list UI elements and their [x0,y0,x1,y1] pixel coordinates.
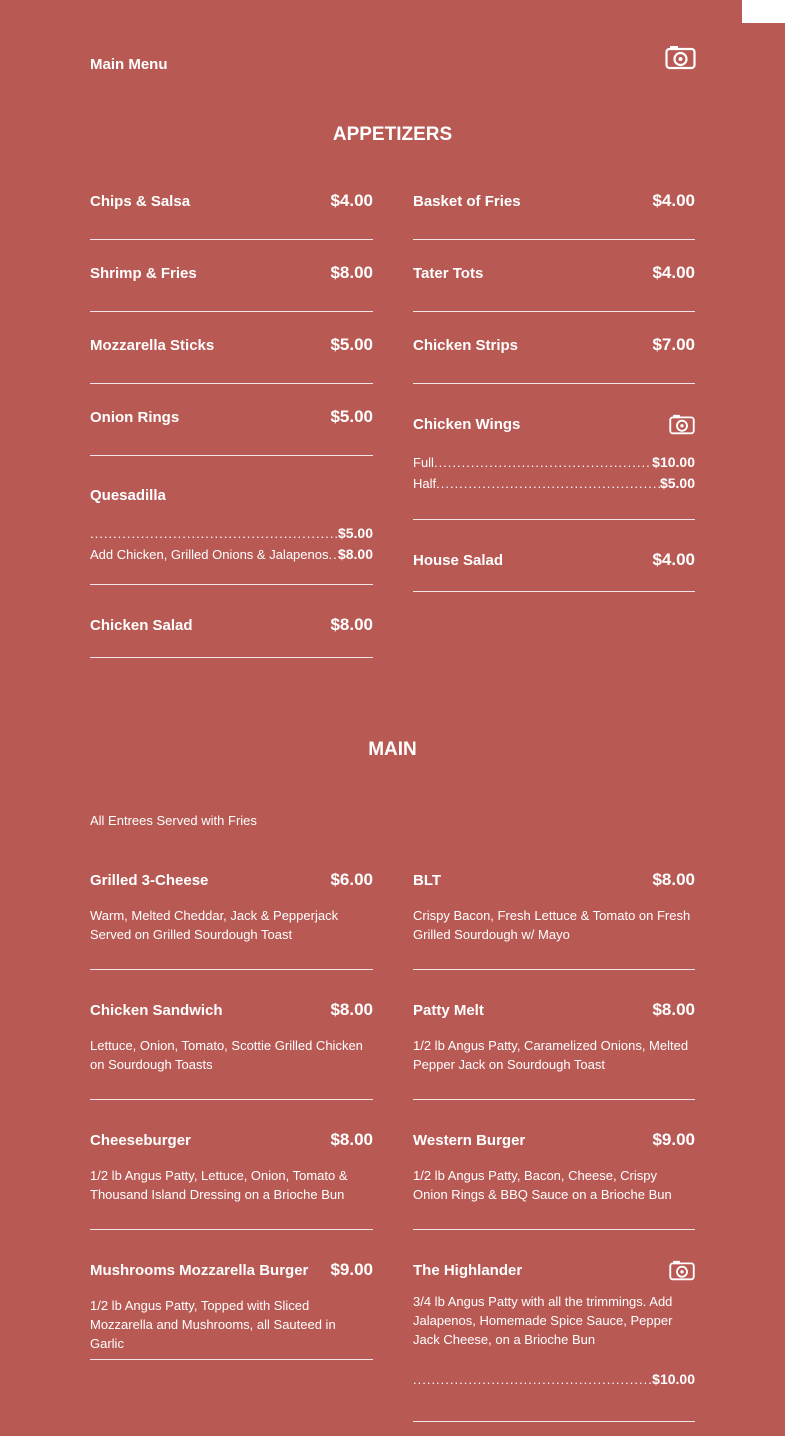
item-name: Grilled 3-Cheese [90,871,209,889]
price-option: ..... $5.00 [90,523,373,544]
item-price: $8.00 [330,1130,373,1149]
camera-icon[interactable] [669,1260,695,1281]
item-price: $8.00 [652,1000,695,1019]
item-price: $5.00 [330,407,373,426]
item-name: Chicken Strips [413,336,519,354]
item-price: $8.00 [330,263,373,282]
item-name: Chicken Wings [413,416,521,433]
item-price: $7.00 [652,335,695,354]
section-title-main: MAIN [368,739,417,760]
list-item[interactable] [413,520,695,592]
item-price: $4.00 [652,191,695,210]
appetizers-right-column [413,168,695,592]
item-description: 1/2 lb Angus Patty, Lettuce, Onion, Tomato & Thousand Island Dressing on a Brioche Bun [90,1168,348,1202]
item-name: House Salad [413,551,504,569]
camera-icon[interactable] [665,45,696,70]
item-name: Quesadilla [90,487,166,504]
item-name: The Highlander [413,1262,523,1279]
item-description: 1/2 lb Angus Patty, Topped with Sliced Mozzarella and Mushrooms, all Sauteed in Garlic [90,1298,336,1351]
list-item[interactable] [90,240,373,312]
item-price: $4.00 [652,550,695,569]
item-name: Mozzarella Sticks [90,336,215,354]
price-option: Full ..... $10.00 [413,452,695,473]
item-name: Shrimp & Fries [90,264,197,282]
price-option: Half ..... $5.00 [413,473,695,494]
item-price: $4.00 [652,263,695,282]
list-item[interactable] [413,970,695,1100]
item-price: $8.00 [330,1000,373,1019]
list-item[interactable] [413,240,695,312]
item-name: Patty Melt [413,1001,484,1019]
item-description: 1/2 lb Angus Patty, Caramelized Onions, Melted Pepper Jack on Sourdough Toast [413,1038,689,1072]
list-item[interactable] [90,312,373,384]
item-description: 1/2 lb Angus Patty, Bacon, Cheese, Crispy Onion Rings & BBQ Sauce on a Brioche Bun [413,1168,672,1202]
top-bar [90,44,696,84]
item-name: Tater Tots [413,264,484,282]
item-name: Chips & Salsa [90,192,191,210]
item-price: $9.00 [330,1260,373,1279]
list-item[interactable] [413,840,695,970]
item-price: $8.00 [330,615,373,634]
list-item[interactable] [413,1100,695,1230]
item-name: Mushrooms Mozzarella Burger [90,1261,309,1279]
main-left-column [90,840,373,1360]
item-name: Chicken Sandwich [90,1001,223,1019]
item-description: Lettuce, Onion, Tomato, Scottie Grilled Chicken on Sourdough Toasts [90,1038,363,1072]
main-right-column [413,840,695,1422]
list-item[interactable] [90,168,373,240]
item-price: $6.00 [330,870,373,889]
appetizers-left-column [90,168,373,658]
item-name: BLT [413,871,442,889]
item-name: Western Burger [413,1131,526,1149]
item-price: $4.00 [330,191,373,210]
list-item[interactable] [413,312,695,384]
list-item[interactable] [413,384,695,520]
list-item[interactable] [90,1100,373,1230]
price-option: ..... $10.00 [413,1369,695,1390]
entrees-note: All Entrees Served with Fries [90,813,257,828]
item-price: $9.00 [652,1130,695,1149]
list-item[interactable] [90,384,373,456]
item-name: Cheeseburger [90,1131,191,1149]
page-title: Main Menu [90,56,168,73]
list-item[interactable] [413,168,695,240]
item-price: $5.00 [330,335,373,354]
item-description: Warm, Melted Cheddar, Jack & Pepperjack Served on Grilled Sourdough Toast [90,908,339,942]
list-item[interactable] [413,1230,695,1422]
item-description: Crispy Bacon, Fresh Lettuce & Tomato on Fresh Grilled Sourdough w/ Mayo [413,908,691,942]
list-item[interactable] [90,1230,373,1360]
list-item[interactable] [90,456,373,585]
item-name: Chicken Salad [90,616,193,634]
list-item[interactable] [90,840,373,970]
price-option: Add Chicken, Grilled Onions & Jalapenos ..... $8.00 [90,544,373,565]
item-name: Basket of Fries [413,192,521,210]
camera-icon[interactable] [669,414,695,435]
item-price: $8.00 [652,870,695,889]
corner-overlay [742,0,785,23]
list-item[interactable] [90,585,373,658]
list-item[interactable] [90,970,373,1100]
item-name: Onion Rings [90,408,180,426]
item-description: 3/4 lb Angus Patty with all the trimmings. Add Jalapenos, Homemade Spice Sauce, Pepper Jack Cheese, on a Brioche Bun [413,1294,673,1347]
section-title-appetizers: APPETIZERS [332,124,453,145]
